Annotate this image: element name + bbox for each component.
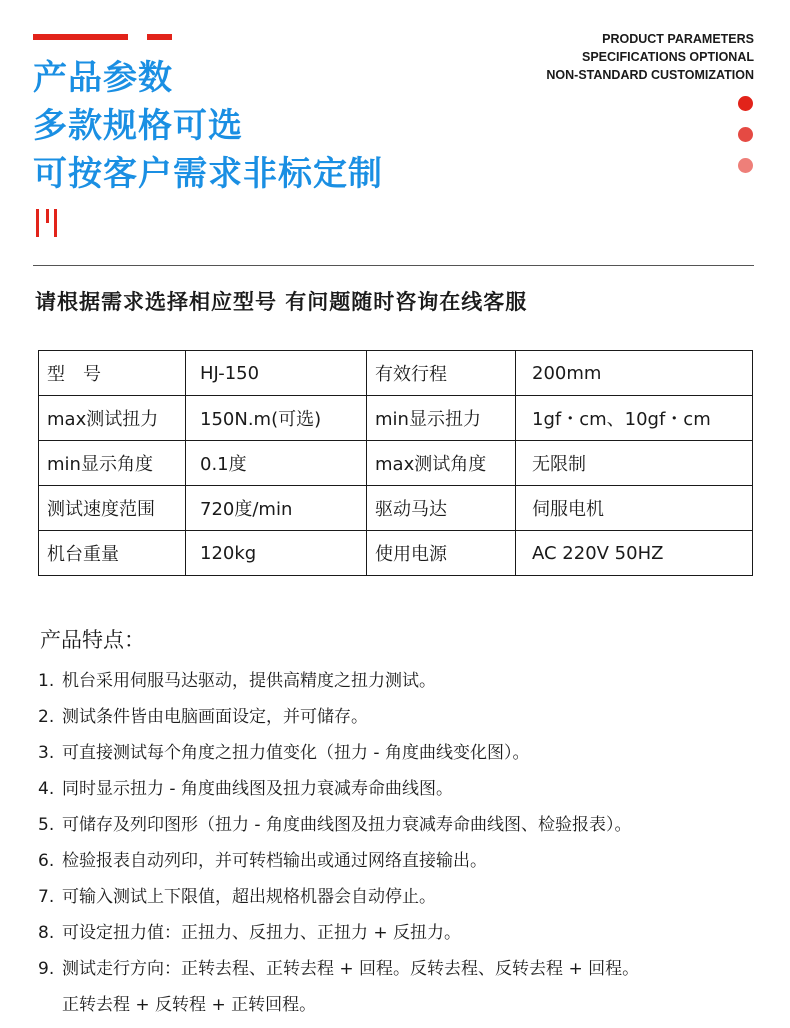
english-heading-line-1: PRODUCT PARAMETERS xyxy=(602,32,754,46)
features-title: 产品特点： xyxy=(40,628,145,652)
list-item xyxy=(38,879,639,915)
param-value: 720度/min xyxy=(186,486,367,531)
item-text: 同时显示扭力 - 角度曲线图及扭力衰减寿命曲线图。 xyxy=(62,779,453,799)
list-item-continuation: 正转去程 + 反转程 + 正转回程。 xyxy=(62,995,317,1015)
section-divider xyxy=(33,265,754,266)
param-value: 0.1度 xyxy=(186,441,367,486)
item-number: 5. xyxy=(38,815,55,835)
param-label: min显示扭力 xyxy=(367,396,516,441)
parameters-table xyxy=(38,350,753,576)
table-row xyxy=(39,441,753,486)
item-number: 2. xyxy=(38,707,55,727)
red-accent-bar-long xyxy=(33,34,128,40)
param-value: 无限制 xyxy=(516,441,753,486)
table-row xyxy=(39,531,753,576)
features-list xyxy=(38,663,639,1023)
param-value: 200mm xyxy=(516,351,753,396)
section-subtitle: 请根据需求选择相应型号 有问题随时咨询在线客服 xyxy=(35,290,528,314)
param-value: 1gf・cm、10gf・cm xyxy=(516,396,753,441)
param-label: max测试扭力 xyxy=(39,396,186,441)
item-text: 可输入测试上下限值，超出规格机器会自动停止。 xyxy=(62,887,436,907)
item-text: 检验报表自动列印，并可转档输出或通过网络直接输出。 xyxy=(62,851,487,871)
item-number: 9. xyxy=(38,959,55,979)
param-label: min显示角度 xyxy=(39,441,186,486)
decorative-dot-3 xyxy=(738,158,753,173)
item-text: 测试走行方向：正转去程、正转去程 + 回程。反转去程、反转去程 + 回程。 xyxy=(62,959,640,979)
table-row xyxy=(39,486,753,531)
list-item xyxy=(38,663,639,699)
list-item xyxy=(38,699,639,735)
list-item xyxy=(38,771,639,807)
list-item xyxy=(38,951,639,987)
headline-specifications-optional: 多款规格可选 xyxy=(33,106,243,146)
decorative-line-mark-3 xyxy=(54,209,57,237)
item-number: 8. xyxy=(38,923,55,943)
headline-custom: 可按客户需求非标定制 xyxy=(33,154,383,194)
item-number: 3. xyxy=(38,743,55,763)
param-value: 120kg xyxy=(186,531,367,576)
item-text: 可储存及列印图形（扭力 - 角度曲线图及扭力衰减寿命曲线图、检验报表）。 xyxy=(62,815,632,835)
list-item xyxy=(38,807,639,843)
decorative-dot-1 xyxy=(738,96,753,111)
item-number: 7. xyxy=(38,887,55,907)
param-label: 测试速度范围 xyxy=(39,486,186,531)
item-number: 6. xyxy=(38,851,55,871)
table-row xyxy=(39,351,753,396)
param-label: max测试角度 xyxy=(367,441,516,486)
item-text: 机台采用伺服马达驱动，提供高精度之扭力测试。 xyxy=(62,671,436,691)
red-accent-bar-short xyxy=(147,34,172,40)
headline-product-parameters: 产品参数 xyxy=(33,58,173,98)
english-heading-line-2: SPECIFICATIONS OPTIONAL xyxy=(582,50,754,64)
list-item xyxy=(38,735,639,771)
item-number: 4. xyxy=(38,779,55,799)
list-item xyxy=(38,843,639,879)
item-text: 测试条件皆由电脑画面设定，并可储存。 xyxy=(62,707,368,727)
param-value: 150N.m(可选) xyxy=(186,396,367,441)
table-row xyxy=(39,396,753,441)
list-item xyxy=(38,915,639,951)
param-value: HJ-150 xyxy=(186,351,367,396)
decorative-line-mark-2 xyxy=(46,209,49,223)
param-label: 驱动马达 xyxy=(367,486,516,531)
param-value: AC 220V 50HZ xyxy=(516,531,753,576)
param-value: 伺服电机 xyxy=(516,486,753,531)
decorative-line-mark-1 xyxy=(36,209,39,237)
param-label: 有效行程 xyxy=(367,351,516,396)
param-label: 使用电源 xyxy=(367,531,516,576)
param-label: 机台重量 xyxy=(39,531,186,576)
param-label: 型 号 xyxy=(39,351,186,396)
decorative-dot-2 xyxy=(738,127,753,142)
item-text: 可设定扭力值：正扭力、反扭力、正扭力 + 反扭力。 xyxy=(62,923,462,943)
item-number: 1. xyxy=(38,671,55,691)
english-heading-line-3: NON-STANDARD CUSTOMIZATION xyxy=(546,68,754,82)
item-text: 可直接测试每个角度之扭力值变化（扭力 - 角度曲线变化图）。 xyxy=(62,743,530,763)
